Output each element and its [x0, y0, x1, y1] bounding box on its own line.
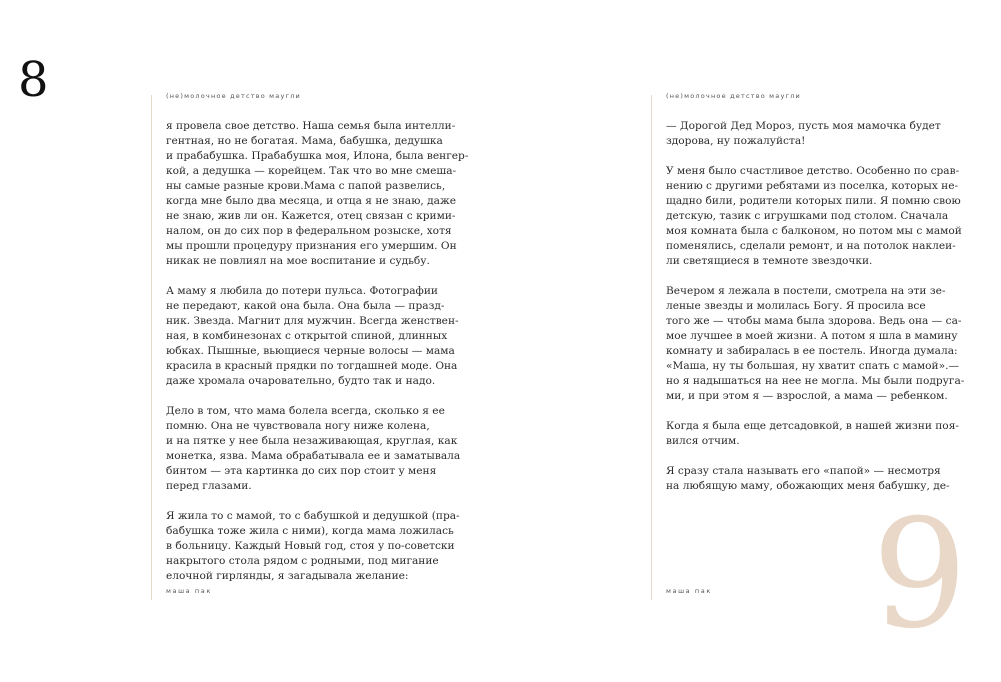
- text-line: здорова, ну пожалуйста!: [666, 135, 806, 147]
- text-line: У меня было счастливое детство. Особенно по срав-: [666, 165, 960, 177]
- text-line: на любящую маму, обожающих меня бабушку, де-: [666, 480, 950, 492]
- right-margin-rule: [651, 95, 652, 600]
- text-line: налом, он до сих пор в федеральном розыске, хотя: [166, 225, 452, 237]
- text-line: Я сразу стала называть его «папой» — несмотря: [666, 465, 941, 477]
- text-line: бабушка тоже жила с ними), когда мама ложилась: [166, 525, 454, 537]
- text-line: моя комната была с балконом, но потом мы с мамой: [666, 225, 962, 237]
- text-line: в больницу. Каждый Новый год, стоя у по-советски: [166, 540, 455, 552]
- text-line: когда мне было два месяца, и отца я не знаю, даже: [166, 195, 457, 207]
- text-line: не передают, какой она была. Она была — празд-: [166, 300, 445, 312]
- text-line: гентная, но не богатая. Мама, бабушка, дедушка: [166, 135, 443, 147]
- text-line: — Дорогой Дед Мороз, пусть моя мамочка будет: [666, 120, 941, 132]
- text-line: бинтом — эта картинка до сих пор стоит у меня: [166, 465, 437, 477]
- text-line: Я жила то с мамой, то с бабушкой и дедушкой (пра-: [166, 510, 460, 522]
- text-line: А маму я любила до потери пульса. Фотографии: [166, 285, 438, 297]
- text-line: ми, и при этом я — взрослой, а мама — ребенком.: [666, 390, 948, 402]
- author-footer-right: маша пак: [666, 587, 712, 595]
- left-margin-rule: [151, 95, 152, 600]
- paragraph: [666, 419, 959, 449]
- text-line: комнату и забиралась в ее постель. Иногда думала:: [666, 345, 958, 357]
- text-line: того же — чтобы мама была здорова. Ведь она — са-: [666, 315, 962, 327]
- page-number-left: 8: [18, 52, 49, 108]
- running-head-right: (не)молочное детство маугли: [666, 92, 801, 100]
- paragraph: [166, 119, 469, 269]
- text-line: красила в красный прядки по тогдашней моде. Она: [166, 360, 458, 372]
- text-line: елочной гирлянды, я загадывала желание:: [166, 570, 409, 582]
- paragraph: [166, 509, 460, 584]
- text-line: даже хромала очаровательно, будто так и надо.: [166, 375, 436, 387]
- text-line: никак не повлиял на мое воспитание и судьбу.: [166, 255, 430, 267]
- text-line: ник. Звезда. Магнит для мужчин. Всегда женствен-: [166, 315, 459, 327]
- text-line: ная, в комбинезонах с открытой спиной, длинных: [166, 330, 448, 342]
- running-head-left: (не)молочное детство маугли: [166, 92, 301, 100]
- text-line: я провела свое детство. Наша семья была интелли-: [166, 120, 456, 132]
- paragraph: [666, 464, 956, 494]
- text-line: ли светящиеся в темноте звездочки.: [666, 255, 873, 267]
- text-line: Дело в том, что мама болела всегда, сколько я ее: [166, 405, 445, 417]
- paragraph: [666, 284, 965, 404]
- paragraph: [666, 119, 956, 149]
- text-line: перед глазами.: [166, 480, 252, 492]
- text-line: детскую, тазик с игрушками под столом. Сначала: [666, 210, 949, 222]
- text-line: ны самые разные крови.Мама с папой развелись,: [166, 180, 446, 192]
- page-number-right: 9: [872, 488, 968, 662]
- text-line: и прабабушка. Прабабушка моя, Илона, была венгер-: [166, 150, 469, 162]
- text-line: вился отчим.: [666, 435, 740, 447]
- text-line: накрытого стола рядом с родными, под мигание: [166, 555, 439, 567]
- text-line: юбках. Пышные, вьющиеся черные волосы — мама: [166, 345, 455, 357]
- text-line: щадно били, родители которых пили. Я помню свою: [666, 195, 961, 207]
- text-line: монетка, язва. Мама обрабатывала ее и заматывала: [166, 450, 461, 462]
- author-footer-left: маша пак: [166, 587, 212, 595]
- text-line: «Маша, ну ты большая, ну хватит спать с мамой».—: [666, 360, 960, 372]
- paragraph: [666, 164, 962, 269]
- text-line: Вечером я лежала в постели, смотрела на эти зе-: [666, 285, 946, 297]
- text-line: нению с другими ребятами из поселка, которых не-: [666, 180, 959, 192]
- text-line: кой, а дедушка — корейцем. Так что во мне смеша-: [166, 165, 457, 177]
- text-line: мы прошли процедуру признания его умершим. Он: [166, 240, 457, 252]
- left-page-body: [166, 119, 469, 599]
- text-line: мое лучшее в моей жизни. А потом я шла в мамину: [666, 330, 958, 342]
- right-page-body: [666, 119, 965, 509]
- paragraph: [166, 284, 459, 389]
- text-line: леные звезды и молилась Богу. Я просила все: [666, 300, 926, 312]
- text-line: и на пятке у нее была незаживающая, круглая, как: [166, 435, 458, 447]
- text-line: поменялись, сделали ремонт, и на потолок наклеи-: [666, 240, 956, 252]
- text-line: не знаю, жив ли он. Кажется, отец связан с крими-: [166, 210, 456, 222]
- text-line: помню. Она не чувствовала ногу ниже колена,: [166, 420, 430, 432]
- text-line: но я надышаться на нее не могла. Мы были подруга-: [666, 375, 965, 387]
- paragraph: [166, 404, 461, 494]
- text-line: Когда я была еще детсадовкой, в нашей жизни поя-: [666, 420, 959, 432]
